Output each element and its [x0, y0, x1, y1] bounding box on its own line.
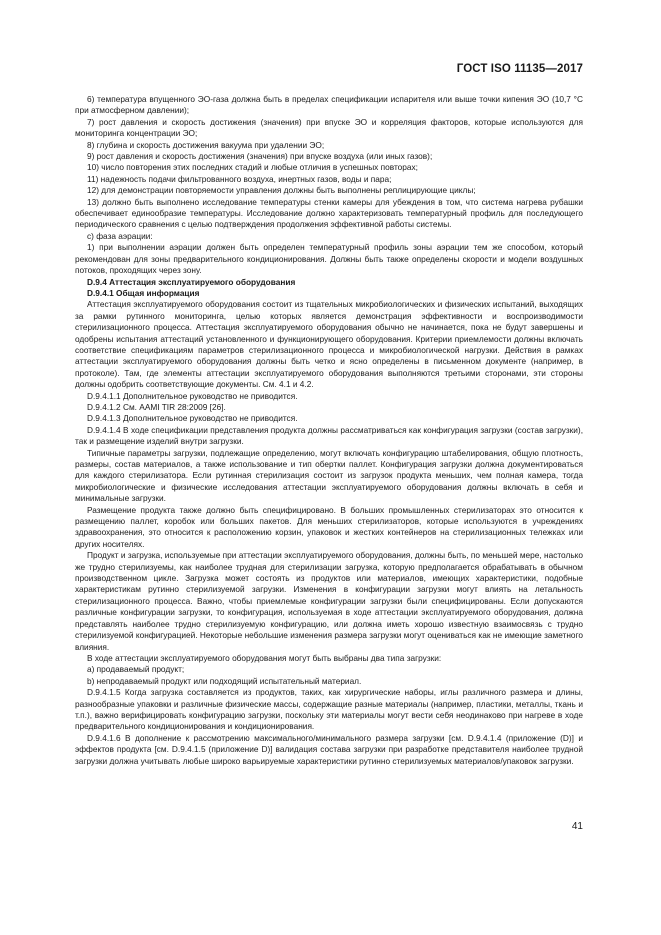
- paragraph: Аттестация эксплуатируемого оборудования состоит из тщательных микробиологических и физических испытаний, выходящих за рамки рутинного мониторинга, целью которых является демонстрация эффективности и воспроизводимости стерилизационного процесса. Аттестация эксплуатируемого оборудования обычно не начинается, пока не будут завершены и одобрены испытания аттестаций установленного и функционирующего оборудования. Критерии приемлемости должны включать соответствие спецификациям параметров стерилизационного процесса и микробиологической нагрузки. Действия в рамках аттестации эксплуатируемого оборудования должны быть четко и ясно определены в письменном документе (например, в протоколе). Там, где элементы аттестации эксплуатируемого оборудования выполняются третьими сторонами, эти стороны должны одобрить соответствующие документы. См. 4.1 и 4.2.: [75, 299, 583, 390]
- paragraph: Размещение продукта также должно быть специфицировано. В больших промышленных стерилизаторах это относится к размещению паллет, коробок или больших пакетов. Для меньших стерилизаторов, которые используются в учреждениях здравоохранения, это относится к расположению корзин, упаковок и жестких контейнеров на стерилизационных тележках или других носителях.: [75, 504, 583, 549]
- list-item: 9) рост давления и скорость достижения (значения) при впуске воздуха (или иных газов);: [87, 151, 433, 162]
- paragraph: В ходе аттестации эксплуатируемого оборудования могут быть выбраны два типа загрузки:: [87, 652, 442, 663]
- list-item: c) фаза аэрации:: [87, 230, 153, 241]
- list-item: 6) температура впущенного ЭО-газа должна быть в пределах спецификации испарителя или выше точки кипения ЭО (10,7 °C при атмосферном давлении);: [75, 94, 583, 116]
- list-item: b) непродаваемый продукт или подходящий испытательный материал.: [87, 675, 362, 686]
- paragraph: Типичные параметры загрузки, подлежащие определению, могут включать конфигурацию штабелирования, общую плотность, размеры, состав материалов, а также использование и тип обертки паллет. Конфигурация загрузки должна документироваться для каждого стерилизатора. Если рутинная стерилизация состоит из загрузок продукта меньших, чем полная камера, тогда микробиологические и физические исследования аттестации эксплуатируемого оборудования должны включать в себя и минимальные загрузки.: [75, 447, 583, 504]
- clause: D.9.4.1.5 Когда загрузка составляется из продуктов, таких, как хирургические наборы, иглы различного размера и длины, разнообразные упаковки и различные физические массы, содержащие разные материалы (например, пластики, металлы, ткань и т.п.), важно верифицировать конфигурацию загрузки, поскольку эти материалы могут вести себя неодинаково при нагреве в ходе предварительного кондиционирования и кондиционирования.: [75, 687, 583, 732]
- clause: D.9.4.1.3 Дополнительное руководство не приводится.: [87, 413, 298, 424]
- document-code: ГОСТ ISO 11135—2017: [456, 63, 583, 75]
- clause: D.9.4.1.6 В дополнение к рассмотрению максимального/минимального размера загрузки [см. D.9.4.1.4 (приложение (D)] и эффектов продукта [см. D.9.4.1.5 (приложение D)] валидация состава загрузки при разработке представителя наиболее трудной загрузки должна учитывать любые широко варьируемые характеристики рутинно стерилизуемых материалов/упаковок загрузки.: [75, 732, 583, 766]
- list-item: 7) рост давления и скорость достижения (значения) при впуске ЭО и корреляция факторов, которые используются для мониторинга концентрации ЭО;: [75, 116, 583, 139]
- clause: D.9.4.1.1 Дополнительное руководство не приводится.: [87, 390, 298, 401]
- list-item: 12) для демонстрации повторяемости управления должны быть выполнены реплицирующие циклы;: [87, 185, 476, 196]
- page-number: 41: [571, 821, 583, 832]
- section-heading: D.9.4 Аттестация эксплуатируемого оборудования: [87, 276, 296, 287]
- list-item: 10) число повторения этих последних стадий и любые отличия в успешных повторах;: [87, 162, 418, 173]
- list-item: 8) глубина и скорость достижения вакуума при удалении ЭО;: [87, 139, 325, 150]
- list-item: a) продаваемый продукт;: [87, 664, 185, 675]
- clause: D.9.4.1.2 См. AAMI TIR 28:2009 [26].: [87, 401, 226, 412]
- list-item: 1) при выполнении аэрации должен быть определен температурный профиль зоны аэрации тем же способом, который рекомендован для зоны предварительного кондиционирования. Должны быть также определены скорости и модели воздушных потоков, проходящих через зону.: [75, 242, 583, 276]
- paragraph: Продукт и загрузка, используемые при аттестации эксплуатируемого оборудования, должны быть, по меньшей мере, настолько же трудно стерилизуемы, как наиболее трудная для стерилизации загрузка, которую предполагается обрабатывать в обычном производственном цикле. Загрузка может состоять из продуктов или материалов, имеющих характеристики, подобные характеристикам рутинно стерилизуемой загрузки. Изменения в конфигурации загрузки могут влиять на летальность стерилизационного процесса. Важно, чтобы приемлемые конфигурации загрузки были специфицированы. Если допускаются различные конфигурации загрузки, то конфигурация, используемая в ходе аттестации эксплуатируемого оборудования, должна представлять наиболее трудно стерилизуемую конфигурацию, или должна иметь хорошо известную взаимосвязь с трудно стерилизуемой конфигурацией. Некоторые небольшие изменения размера загрузки могут оцениваться как не имеющие заметного влияния.: [75, 550, 583, 652]
- document-body: [75, 94, 583, 767]
- clause: D.9.4.1.4 В ходе спецификации представления продукта должны рассматриваться как конфигурация загрузки (состав загрузки), так и размещение изделий внутри загрузки.: [75, 424, 583, 447]
- list-item: 13) должно быть выполнено исследование температуры стенки камеры для убеждения в том, что система нагрева рубашки обеспечивает единообразие температуры. Исследование должно характеризовать температурный профиль для последующего периодического сравнения с целью подтверждения продолжения эффективной работы системы.: [75, 196, 583, 230]
- list-item: 11) надежность подачи фильтрованного воздуха, инертных газов, воды и пара;: [87, 173, 392, 184]
- subsection-heading: D.9.4.1 Общая информация: [87, 287, 200, 298]
